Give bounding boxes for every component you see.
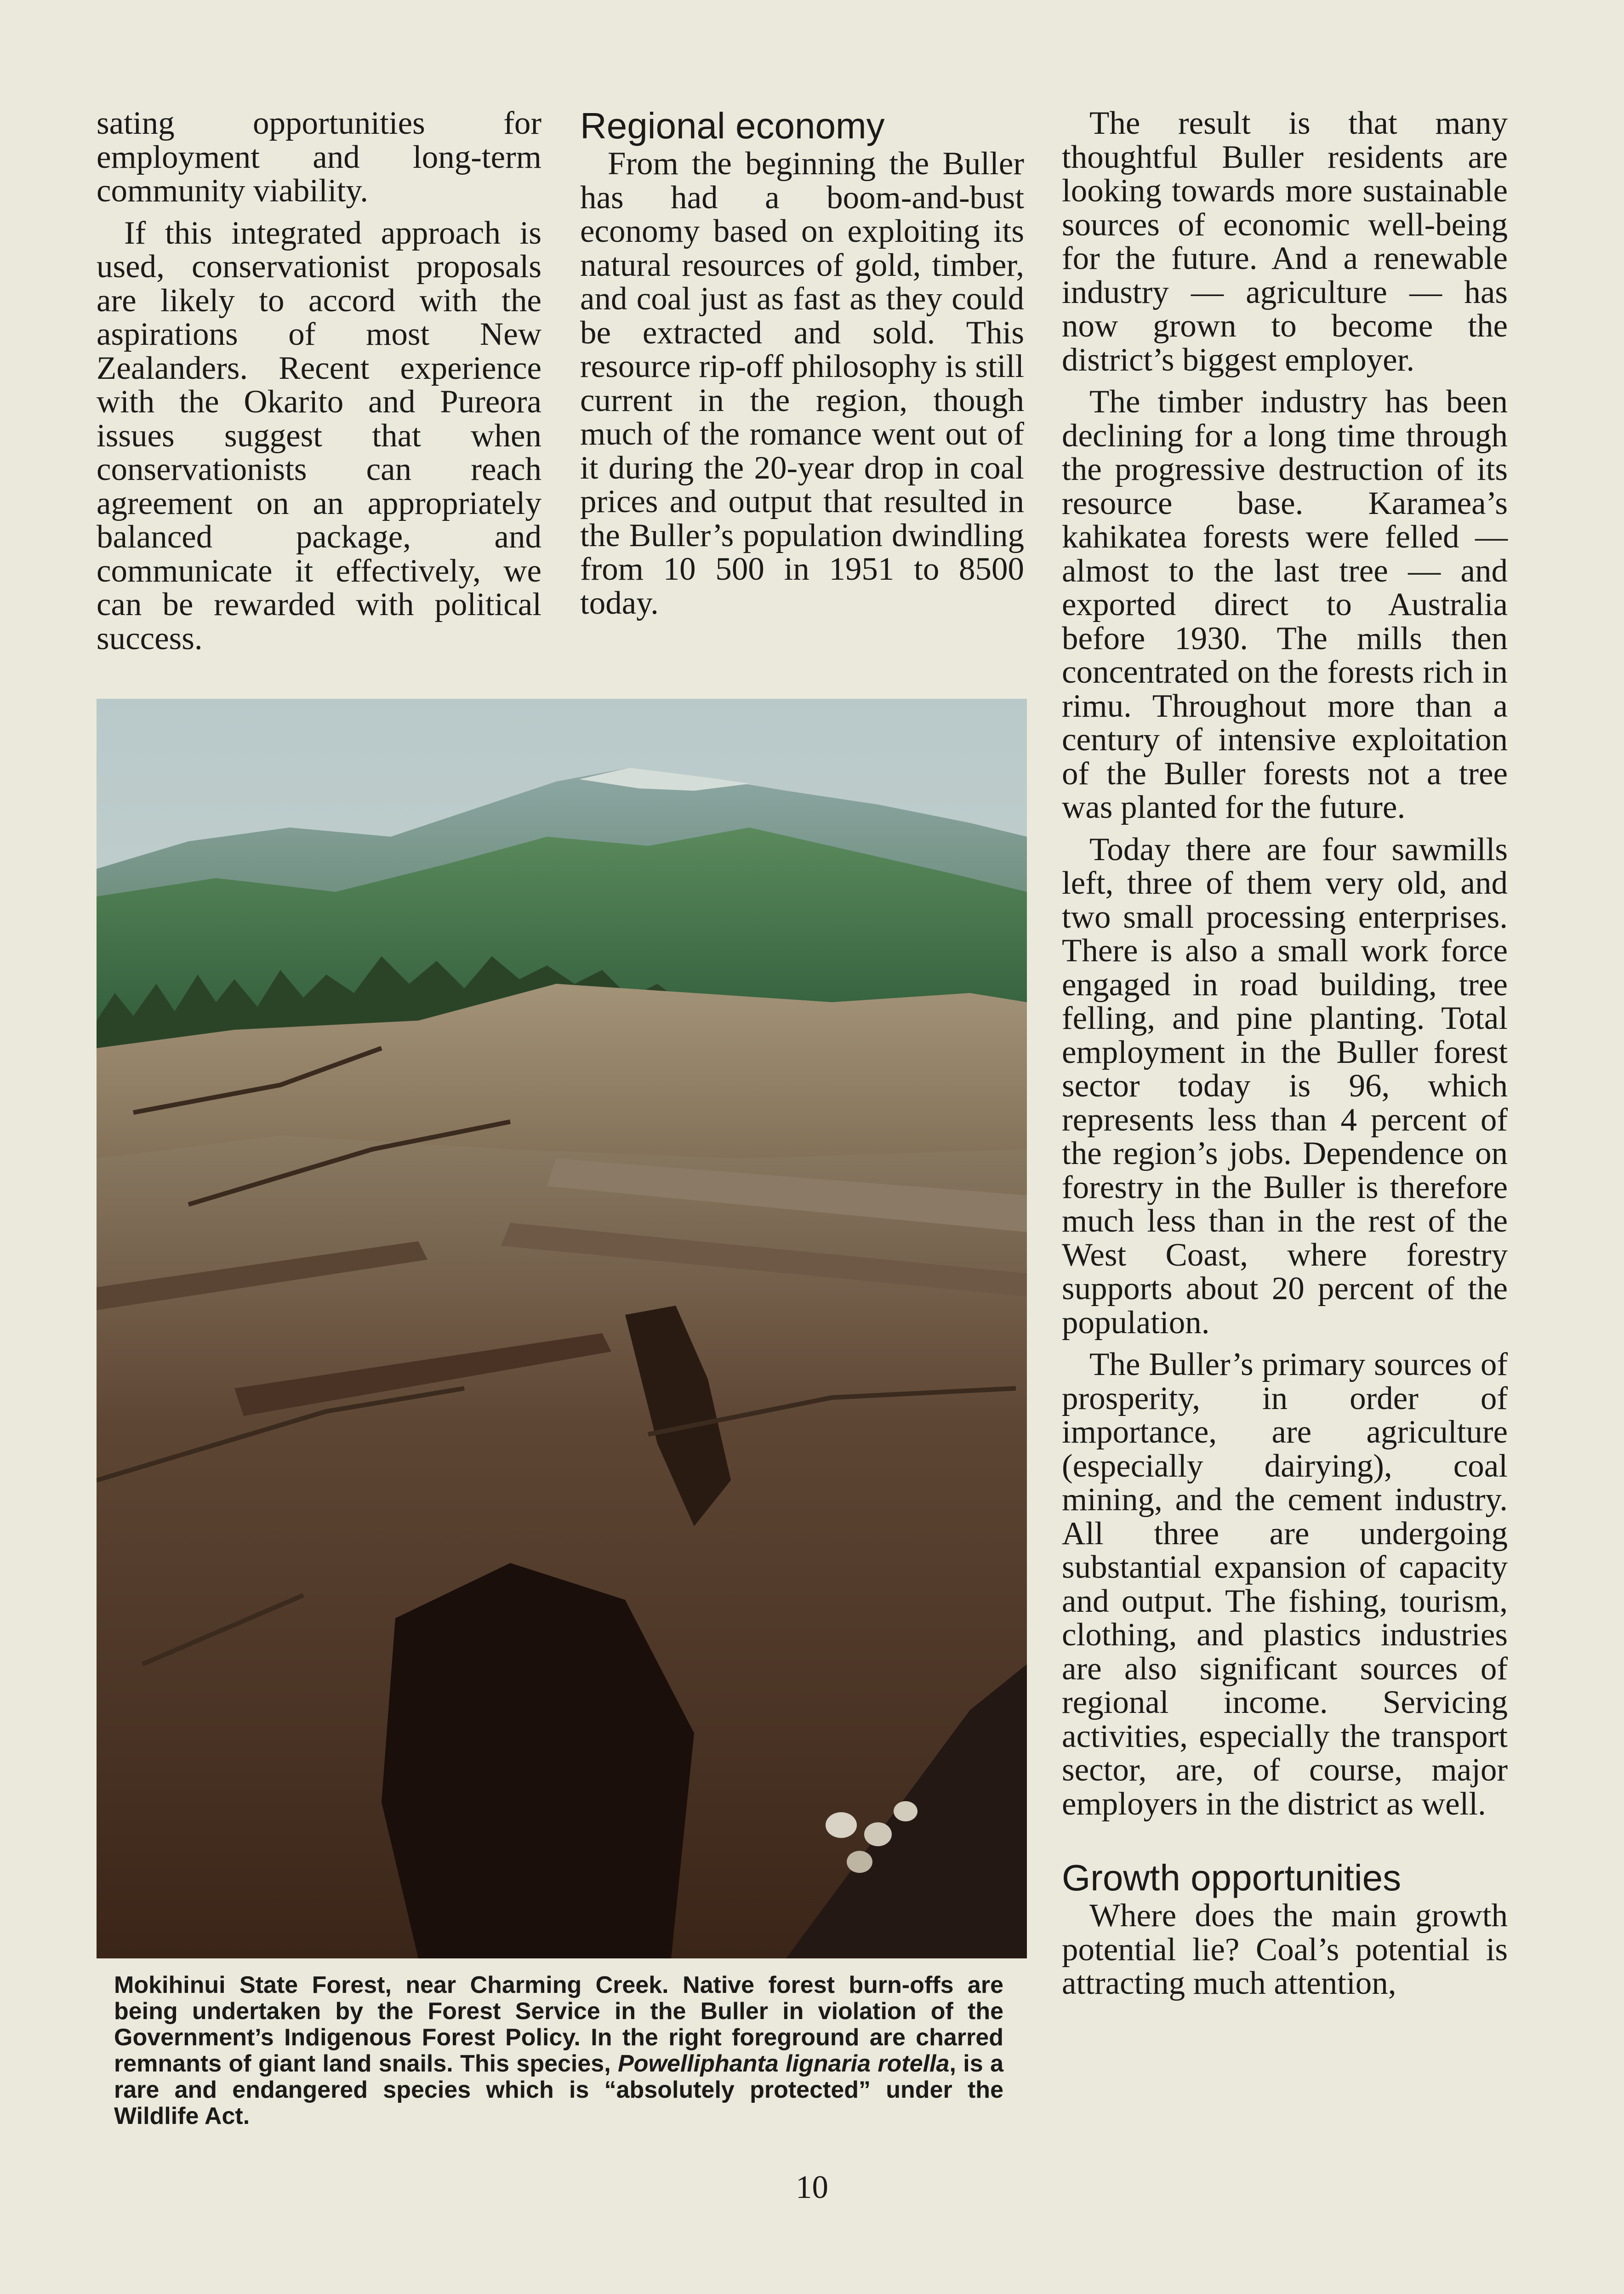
col3-para-1: The result is that many thoughtful Buller residents are looking towards more sustainable sources of economic well-being for the future. And a renewable industry — agriculture — has now grown to become the district’s biggest employer. [1062, 105, 1508, 378]
col3-para-2: The timber industry has been declining for a long time through the progressive destruction of its resource base. Karamea’s kahikatea forests were felled — almost to the last tree — and exported direct to Australia before 1930. The mills then concentrated on the forests rich in rimu. Throughout more than a century of intensive exploitation of the Buller forests not a tree was planted for the future. [1062, 384, 1508, 825]
section-heading-growth-opportunities: Growth opportunities [1062, 1857, 1402, 1898]
forest-burnoff-photo [97, 699, 1027, 1958]
caption-text-start: Mokihinui State Forest, near Charming Creek. Native forest burn-offs are being undertaken by the Forest Service in the Buller in violation of the Government’s Indigenous Forest Policy. In the right foreground are charred remnants of giant land snails. This species, [114, 1972, 1003, 2077]
column-2 [580, 105, 1024, 620]
col3-para-5: Where does the main growth potential lie? Coal’s potential is attracting much attention, [1062, 1898, 1508, 2001]
caption-text-end: , is a rare and endangered species which is “absolutely protected” under the Wildlife Act. [114, 2050, 1003, 2129]
photo-illustration [97, 699, 1027, 1958]
column-1 [97, 107, 541, 656]
photo-caption [114, 1972, 1003, 2129]
caption-species-name: Powelliphanta lignaria rotella [618, 2050, 950, 2077]
col1-para-2: If this integrated approach is used, conservationist proposals are likely to accord with the aspirations of most New Zealanders. Recent experience with the Okarito and Pureora issues suggest that when conservationists can reach agreement on an appropriately balanced package, and communicate it effectively, we can be rewarded with political success. [97, 215, 541, 656]
col2-para-1: From the beginning the Buller has had a boom-and-bust economy based on exploiting its natural resources of gold, timber, and coal just as fast as they could be extracted and sold. This resource rip-off philosophy is still current in the region, though much of the romance went out of it during the 20-year drop in coal prices and output that resulted in the Buller’s population dwindling from 10 500 in 1951 to 8500 today. [580, 146, 1024, 621]
col3-para-4: The Buller’s primary sources of prosperity, in order of importance, are agriculture (especially dairying), coal mining, and the cement industry. All three are undergoing substantial expansion of capacity and output. The fishing, tourism, clothing, and plastics industries are also significant sources of regional income. Servicing activities, especially the transport sector, are, of course, major employers in the district as well. [1062, 1347, 1508, 1822]
col1-para-1: sating opportunities for employment and long-term community viability. [97, 105, 541, 209]
column-3 [1062, 107, 1508, 2001]
col3-para-3: Today there are four sawmills left, three of them very old, and two small processing enterprises. There is also a small work force engaged in road building, tree felling, and pine planting. Total employment in the Buller forest sector today is 96, which represents less than 4 percent of the region’s jobs. Dependence on forestry in the Buller is therefore much less than in the rest of the West Coast, where forestry supports about 20 percent of the population. [1062, 831, 1508, 1341]
section-heading-regional-economy: Regional economy [580, 105, 885, 146]
page-number: 10 [796, 2169, 828, 2205]
